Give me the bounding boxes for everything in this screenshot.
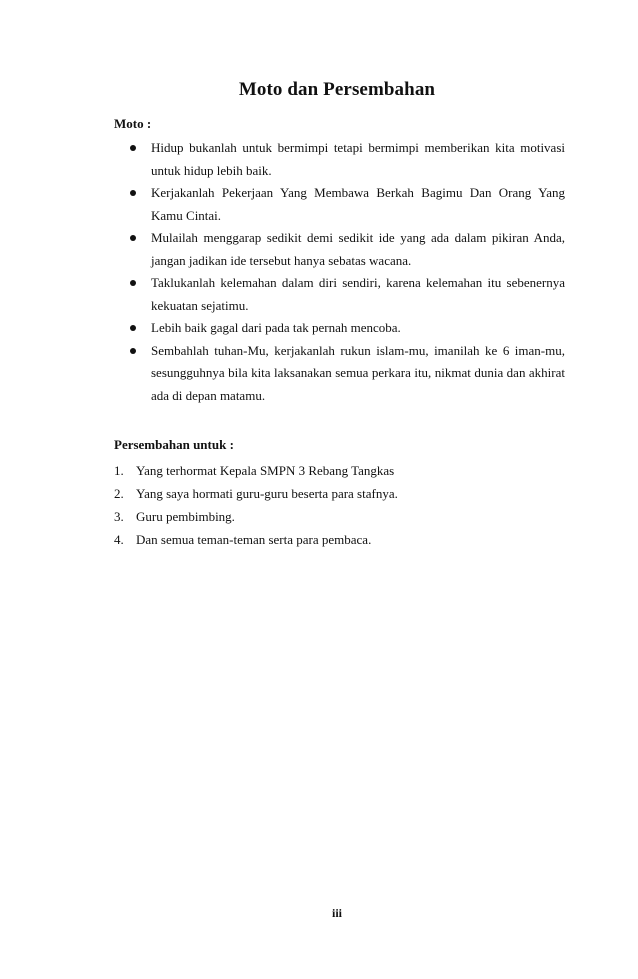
bullet-icon [130, 145, 136, 151]
item-number: 1. [114, 463, 124, 478]
moto-item [114, 272, 565, 317]
persembahan-item-text: Yang terhormat Kepala SMPN 3 Rebang Tangkas [136, 463, 395, 478]
moto-item [114, 317, 565, 340]
moto-heading: Moto : [114, 116, 152, 131]
bullet-icon [130, 190, 136, 196]
moto-item-text: Mulailah menggarap sedikit demi sedikit ide yang ada dalam pikiran Anda, jangan jadikan ide tersebut hanya sebatas wacana. [151, 230, 565, 268]
persembahan-item-text: Guru pembimbing. [136, 509, 235, 524]
moto-item [114, 182, 565, 227]
persembahan-item [114, 505, 565, 528]
bullet-icon [130, 235, 136, 241]
moto-item-text: Taklukanlah kelemahan dalam diri sendiri, karena kelemahan itu sebenernya kekuatan sejatimu. [151, 275, 565, 313]
item-number: 4. [114, 532, 124, 547]
bullet-icon [130, 348, 136, 354]
moto-item-text: Sembahlah tuhan-Mu, kerjakanlah rukun islam-mu, imanilah ke 6 iman-mu, sesungguhnya bila kita laksanakan semua perkara itu, nikmat dunia dan akhirat ada di depan matamu. [151, 342, 565, 403]
persembahan-item [114, 459, 565, 482]
persembahan-heading: Persembahan untuk : [114, 437, 234, 452]
moto-list [114, 137, 565, 407]
moto-item [114, 137, 565, 182]
bullet-icon [130, 280, 136, 286]
page-number: iii [331, 906, 342, 920]
moto-item-text: Kerjakanlah Pekerjaan Yang Membawa Berkah Bagimu Dan Orang Yang Kamu Cintai. [151, 185, 565, 223]
moto-item-text: Lebih baik gagal dari pada tak pernah mencoba. [151, 320, 401, 335]
persembahan-item [114, 482, 565, 505]
moto-item-text: Hidup bukanlah untuk bermimpi tetapi bermimpi memberikan kita motivasi untuk hidup lebih baik. [151, 140, 565, 178]
item-number: 3. [114, 509, 124, 524]
page-title: Moto dan Persembahan [238, 79, 436, 100]
persembahan-item-text: Dan semua teman-teman serta para pembaca. [136, 532, 372, 547]
bullet-icon [130, 325, 136, 331]
persembahan-list [114, 459, 565, 551]
moto-item [114, 340, 565, 408]
persembahan-item [114, 528, 565, 551]
persembahan-item-text: Yang saya hormati guru-guru beserta para stafnya. [136, 486, 398, 501]
item-number: 2. [114, 486, 124, 501]
moto-item [114, 227, 565, 272]
